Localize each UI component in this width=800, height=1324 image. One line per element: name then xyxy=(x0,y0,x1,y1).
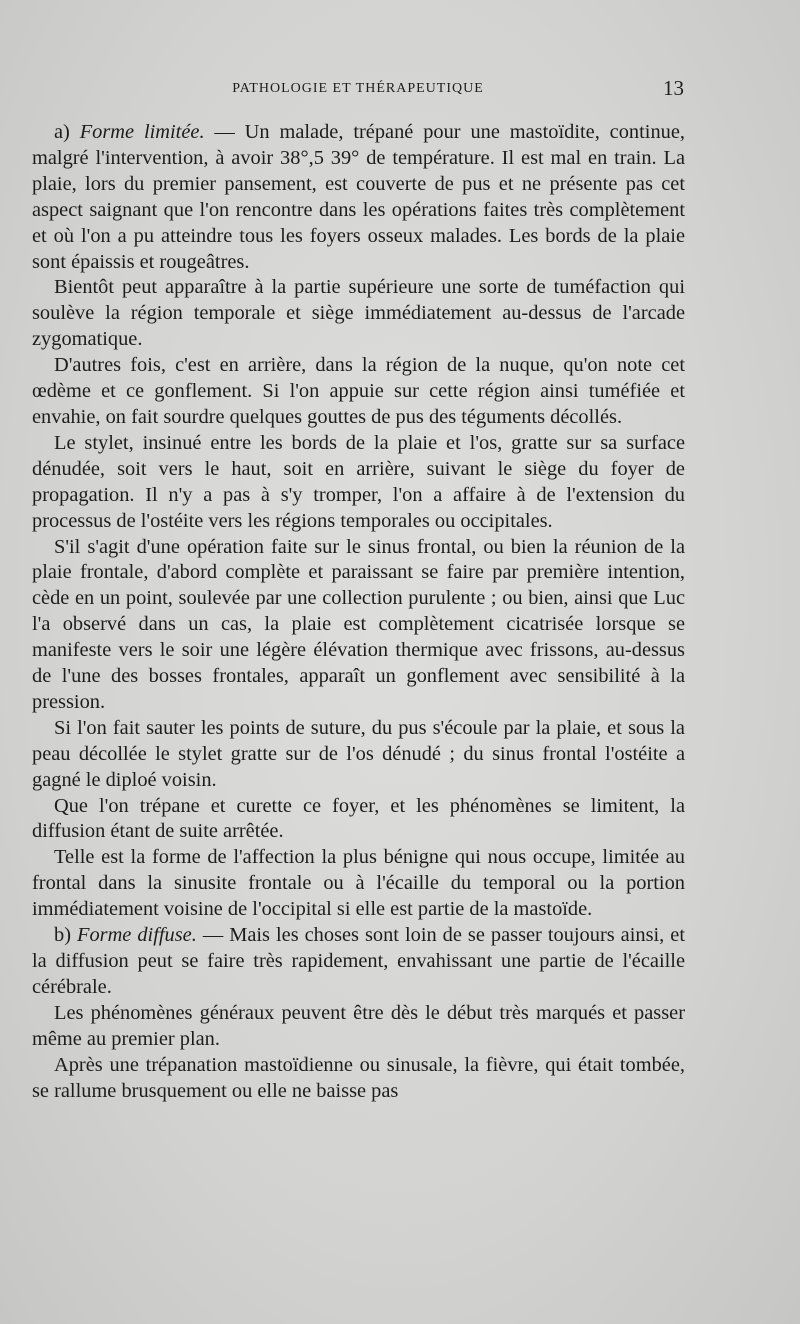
paragraph-forme-diffuse xyxy=(32,923,685,1001)
section-label-a: a) xyxy=(54,121,70,143)
paragraph-forme-limitee xyxy=(32,120,685,275)
paragraph-text: — Mais les choses sont loin de se passer toujours ainsi, et la diffusion peut se faire très rapidement, envahissant une partie de l'écaille cérébrale. xyxy=(32,924,685,998)
section-label-b: b) xyxy=(54,924,71,947)
paragraph: Après une trépanation mastoïdienne ou sinusale, la fièvre, qui était tombée, se rallume brusquement ou elle ne baisse pas xyxy=(32,1053,685,1102)
section-heading-forme-diffuse: Forme diffuse. xyxy=(77,924,197,947)
paragraph: Les phénomènes généraux peuvent être dès le début très marqués et passer même au premier plan. xyxy=(32,1001,685,1050)
paragraph: Le stylet, insinué entre les bords de la plaie et l'os, gratte sur sa surface dénudée, soit vers le haut, soit en arrière, suivant le siège du foyer de propagation. Il n'y a pas à s'y tromper, l'on a affaire à de l'extension du processus de l'ostéite vers les régions temporales ou occipitales. xyxy=(32,431,685,532)
section-heading-forme-limitee: Forme limitée. xyxy=(79,121,205,143)
page-number: 13 xyxy=(663,76,684,100)
body-text xyxy=(32,120,685,1104)
paragraph: D'autres fois, c'est en arrière, dans la région de la nuque, qu'on note cet œdème et ce gonflement. Si l'on appuie sur cette région ainsi tuméfiée et envahie, on fait sourdre quelques gouttes de pus des téguments décollés. xyxy=(32,354,685,428)
paragraph: Telle est la forme de l'affection la plus bénigne qui nous occupe, limitée au frontal dans la sinusite frontale ou à l'écaille du temporal ou la portion immédiatement voisine de l'occipital si elle est partie de la mastoïde. xyxy=(32,846,685,921)
paragraph: Si l'on fait sauter les points de suture, du pus s'écoule par la plaie, et sous la peau décollée le stylet gratte sur de l'os dénudé ; du sinus frontal l'ostéite a gagné le diploé voisin. xyxy=(32,716,685,791)
paragraph-text: — Un malade, trépané pour une mastoïdite, continue, malgré l'intervention, à avoir 38°,5 39° de température. Il est mal en train. La plaie, lors du premier pansement, est couverte de pus et ne présente pas cet aspect saignant que l'on rencontre dans les opérations faites très complètement et où l'on a pu atteindre tous les foyers osseux malades. Les bords de la plaie sont épaissis et rougeâtres. xyxy=(32,121,685,273)
paragraph: S'il s'agit d'une opération faite sur le sinus frontal, ou bien la réunion de la plaie frontale, d'abord complète et paraissant se faire par première intention, cède en un point, soulevée par une collection purulente ; ou bien, ainsi que Luc l'a observé dans un cas, la plaie est complètement cicatrisée lorsque se manifeste vers le soir une légère élévation thermique avec frissons, au-dessus de l'une des bosses frontales, apparaît un gonflement avec sensibilité à la pression. xyxy=(32,535,685,713)
running-head: PATHOLOGIE ET THÉRAPEUTIQUE xyxy=(232,81,484,96)
paragraph: Que l'on trépane et curette ce foyer, et les phénomènes se limitent, la diffusion étant de suite arrêtée. xyxy=(32,794,685,843)
paragraph: Bientôt peut apparaître à la partie supérieure une sorte de tuméfaction qui soulève la région temporale et siège immédiatement au-dessus de l'arcade zygomatique. xyxy=(32,276,685,351)
page-header xyxy=(32,76,684,102)
